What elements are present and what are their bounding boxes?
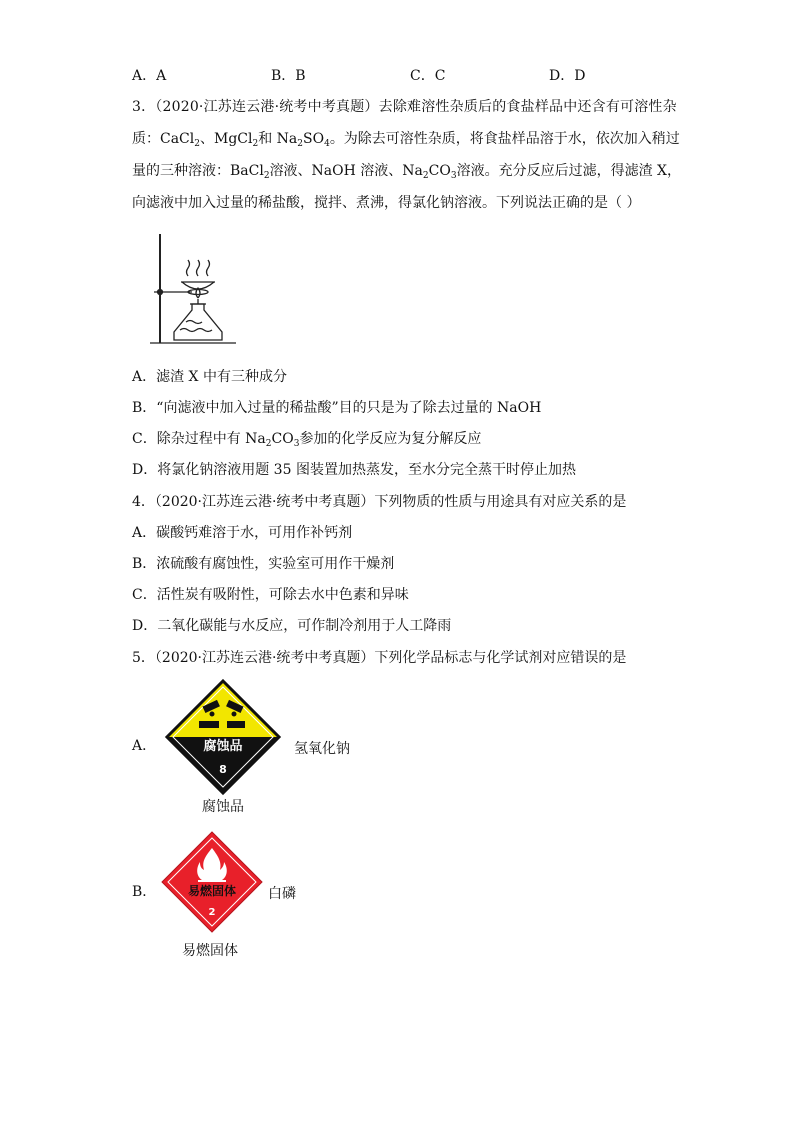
q5-option-b-reagent: 白磷	[268, 886, 296, 902]
sign-a-number: 8	[219, 763, 227, 776]
q4-option-c: C．活性炭有吸附性，可除去水中色素和异味	[132, 587, 409, 603]
q2-option-a: A．A	[132, 68, 167, 84]
q3-option-c: C．除杂过程中有 $Na_2CO_3$参加的化学反应为复分解反应	[132, 431, 482, 449]
sign-b-number: 2	[208, 907, 216, 918]
flammable-solid-sign	[160, 830, 264, 934]
q4-stem: 4．（2020·江苏连云港·统考中考真题）下列物质的性质与用途具有对应关系的是	[132, 494, 627, 510]
q4-option-d: D．二氧化碳能与水反应，可作制冷剂用于人工降雨	[132, 618, 452, 634]
corrosive-hazard-sign	[164, 678, 282, 796]
q2-option-c: C．C	[410, 68, 446, 84]
q4-option-a: A．碳酸钙难溶于水，可用作补钙剂	[132, 525, 353, 541]
q3-option-b: B．“向滤液中加入过量的稀盐酸”目的只是为了除去过量的 NaOH	[132, 400, 542, 416]
q3-stem-line1: 3．（2020·江苏连云港·统考中考真题）去除难溶性杂质后的食盐样品中还含有可溶性杂	[132, 99, 677, 115]
sign-a-label: 腐蚀品	[203, 739, 243, 754]
q5-option-a-caption: 腐蚀品	[202, 799, 244, 815]
q3-stem-line3: 量的三种溶液：BaCl$_2$溶液、NaOH 溶液、$Na_2CO_3$溶液。充分反应后过滤，得滤渣 X，	[132, 163, 681, 181]
q5-option-a-letter: A．	[132, 738, 157, 754]
q5-option-b-letter: B．	[132, 884, 157, 900]
q2-option-d: D．D	[549, 68, 586, 84]
q3-option-a: A．滤渣 X 中有三种成分	[132, 369, 287, 385]
q5-option-b-caption: 易燃固体	[182, 943, 238, 959]
q5-option-a-reagent: 氢氧化钠	[294, 741, 350, 757]
q3-stem-line4: 向滤液中加入过量的稀盐酸，搅拌、煮沸，得氯化钠溶液。下列说法正确的是（ ）	[132, 195, 641, 211]
q4-option-b: B．浓硫酸有腐蚀性，实验室可用作干燥剂	[132, 556, 395, 572]
q3-stem-line2: 质：CaCl$_2$、MgCl$_2$和 $Na_2SO_4$。为除去可溶性杂质，将食盐样品溶于水，依次加入稍过	[132, 131, 680, 149]
q2-option-b: B．B	[271, 68, 306, 84]
q5-stem: 5．（2020·江苏连云港·统考中考真题）下列化学品标志与化学试剂对应错误的是	[132, 650, 627, 666]
evaporation-apparatus-figure	[148, 232, 238, 346]
q3-option-d: D．将氯化钠溶液用题 35 图装置加热蒸发，至水分完全蒸干时停止加热	[132, 462, 576, 478]
sign-b-label: 易燃固体	[187, 884, 237, 898]
